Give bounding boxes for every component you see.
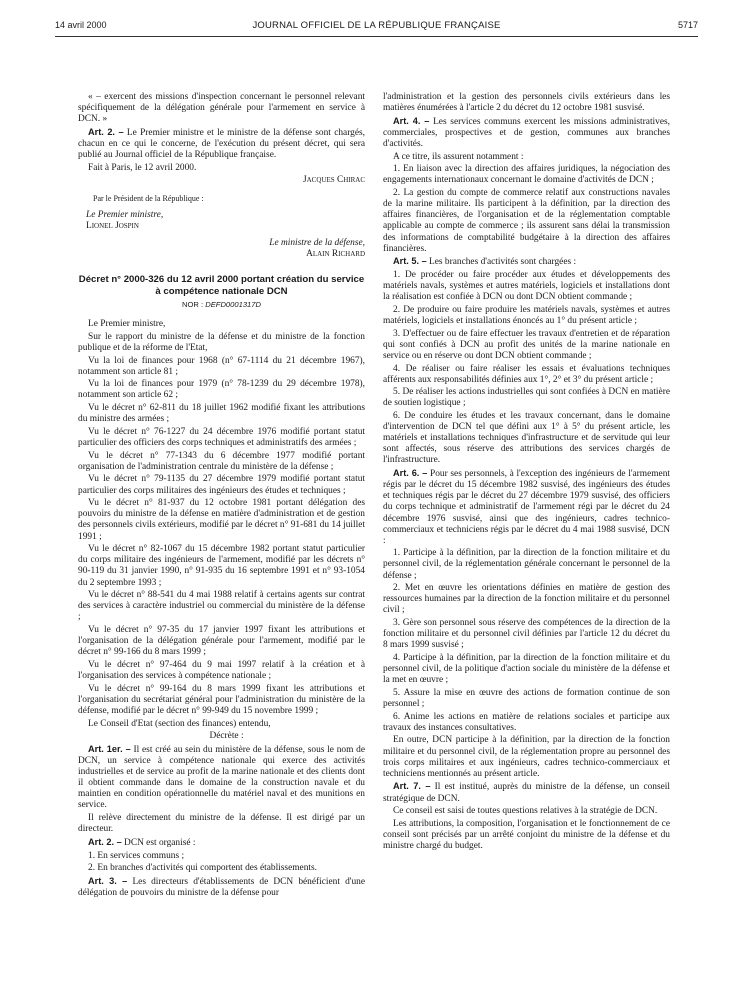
list-item: 2. En branches d'activités qui comportent des établissements. <box>88 863 317 874</box>
paragraph: Vu le décret n° 82-1067 du 15 décembre 1982 portant statut particulier du corps militaire des ingénieurs de l'armement, modifié par les décrets n° 90-119 du 31 janvier 1990, n° 91-935 du 16 septembre 1991 et n° 93-1054 du 2 septembre 1993 ; <box>78 544 365 588</box>
paragraph: Les attributions, la composition, l'organisation et le fonctionnement de ce conseil sont précisés par un arrêté conjoint du ministre de la défense et du ministre chargé du budget. <box>383 818 670 852</box>
paragraph: Vu le décret n° 99-164 du 8 mars 1999 fixant les attributions et l'organisation du secrétariat général pour l'administration du ministère de la défense, modifié par le décret n° 99-949 du 15 novembre 1999 ; <box>78 683 365 716</box>
list-item: 2. La gestion du compte de commerce relatif aux constructions navales de la marine militaire. Ils participent à la définition, par la direction des affaires financières, de l'organisation et de la réglementation comptable applicable au compte de commerce ; ils assurent sans délai la transmission des informations de comptabilité budgétaire à la direction des affaires financières. <box>383 188 670 254</box>
article-label: Art. 2. – <box>88 836 122 847</box>
article-2-paragraph <box>78 127 365 161</box>
paragraph: A ce titre, ils assurent notamment : <box>393 151 524 162</box>
left-column <box>78 92 365 901</box>
paragraph: Vu le décret n° 97-35 du 17 janvier 1997 fixant les attributions et l'organisation de la délégation générale pour l'armement, modifié par le décret n° 99-166 du 8 mars 1999 ; <box>78 625 365 658</box>
pm-name: Lionel Jospin <box>86 220 139 231</box>
paragraph: Vu le décret n° 77-1343 du 6 décembre 1977 modifié portant organisation de l'administration centrale du ministère de la défense ; <box>78 450 365 472</box>
article-text: Les branches d'activités sont chargées : <box>429 257 577 268</box>
article-7-paragraph <box>383 781 670 804</box>
article-5-paragraph <box>383 256 670 268</box>
paragraph: Vu la loi de finances pour 1968 (n° 67-1114 du 21 décembre 1967), notamment son article 81 ; <box>78 355 365 377</box>
list-item: 1. Participe à la définition, par la direction de la fonction militaire et du personnel civil, de la réglementation générale concernant le personnel de la défense ; <box>383 548 670 581</box>
paragraph: Vu la loi de finances pour 1979 (n° 78-1239 du 29 décembre 1978), notamment son article 62 ; <box>78 379 365 401</box>
minister-title: Le ministre de la défense, <box>269 237 365 248</box>
list-item: 5. De réaliser les actions industrielles qui sont confiées à DCN en matière de soutien logistique ; <box>383 387 670 409</box>
header-journal-title: JOURNAL OFFICIEL DE LA RÉPUBLIQUE FRANÇAISE <box>252 20 501 31</box>
nor-label: NOR : <box>182 300 204 309</box>
article-text: Le Premier ministre et le ministre de la défense sont chargés, chacun en ce qui le concerne, de l'exécution du présent décret, qui sera publié au Journal officiel de la République française. <box>78 127 365 161</box>
list-item: 1. De procéder ou faire procéder aux études et développements des matériels navals, systèmes et autres matériels, logiciels et installations dont la réalisation est confiée à DCN ou dont DCN obtient commande ; <box>383 269 670 303</box>
par-le-president: Par le Président de la République : <box>93 193 204 203</box>
paragraph: Le Conseil d'Etat (section des finances) entendu, <box>88 718 271 729</box>
right-column <box>383 92 670 854</box>
place-date: Fait à Paris, le 12 avril 2000. <box>88 162 197 173</box>
paragraph: Vu le décret n° 88-541 du 4 mai 1988 relatif à certains agents sur contrat des services à caractère industriel ou commercial du ministère de la défense ; <box>78 590 365 623</box>
list-item: 4. Participe à la définition, par la direction de la fonction militaire et du personnel civil, de la politique d'action sociale du ministère de la défense et la met en œuvre ; <box>383 653 670 686</box>
minister-name: Alain Richard <box>306 248 365 259</box>
article-text: DCN est organisé : <box>124 837 196 848</box>
list-item: 6. De conduire les études et les travaux concernant, dans le domaine d'intervention de DCN tel que défini aux 1° à 5° du présent article, les matériels et installations techniques d'infrastructure et de servitude qui leur sont affectés, sous réserve des attributions des services chargés de l'infrastructure. <box>383 411 670 466</box>
paragraph: Vu le décret n° 97-464 du 9 mai 1997 relatif à la création et à l'organisation des services à compétence nationale ; <box>78 659 365 682</box>
article-text: Pour ses personnels, à l'exception des ingénieurs de l'armement régis par le décret du 15 décembre 1982 susvisé, des ingénieurs des études et techniques régis par le décret du 27 décembre 1979 susvisé, des officiers du corps technique et administratif de l'armement régi par le décret du 24 décembre 1976 susvisé, ainsi que des ingénieurs, cadres technico-commerciaux et techniciens régis par le décret du 4 mai 1988 susvisé, DCN : <box>383 469 671 546</box>
continued-paragraph: l'administration et la gestion des personnels civils extérieurs dans les matières énumérées à l'article 2 du décret du 12 octobre 1981 susvisé. <box>383 92 670 114</box>
paragraph: Il relève directement du ministre de la défense. Il est dirigé par un directeur. <box>78 813 365 835</box>
list-item: 5. Assure la mise en œuvre des actions de formation continue de son personnel ; <box>383 687 670 709</box>
article-text: Il est institué, auprès du ministre de la défense, un conseil stratégique de DCN. <box>383 782 671 804</box>
article-label: Art. 6. – <box>393 468 428 479</box>
page-header <box>55 17 698 35</box>
article-text: Il est créé au sein du ministère de la défense, sous le nom de DCN, un service à compétence nationale qui exerce des activités industrielles et de service au profit de la marine nationale et des clients dont il obtient commande dans le domaine de la construction navale et du maintien en condition opérationnelle du matériel naval et des munitions en service. <box>78 744 366 811</box>
decree-title: Décret n° 2000-326 du 12 avril 2000 portant création du service à compétence nationale DCN <box>78 274 365 297</box>
list-item: 2. De produire ou faire produire les matériels navals, systèmes et autres matériels, logiciels et installations énoncés au 1° du présent article ; <box>383 304 670 326</box>
article-4-paragraph <box>383 116 670 150</box>
paragraph: Vu le décret n° 81-937 du 12 octobre 1981 portant délégation des pouvoirs du ministre de la défense en matière d'administration et de gestion des personnels civils extérieurs, modifié par le décret n° 91-681 du 14 juillet 1991 ; <box>78 498 365 542</box>
pm-title: Le Premier ministre, <box>86 209 164 220</box>
header-rule <box>55 36 698 37</box>
article-text: Les services communs exercent les missions administratives, commerciales, prospectives et de gestion, communes aux branches d'activités. <box>383 116 670 149</box>
article-label: Art. 3. – <box>88 875 128 886</box>
article-1-paragraph <box>78 744 365 812</box>
nor-code: DEFD0001317D <box>205 300 261 309</box>
list-item: 3. Gère son personnel sous réserve des compétences de la direction de la fonction militaire et du personnel civil définies par l'article 12 du décret du 8 mars 1999 susvisé ; <box>383 618 670 651</box>
article-label: Art. 7. – <box>393 781 431 792</box>
article-label: Art. 2. – <box>88 126 124 137</box>
article-label: Art. 4. – <box>393 115 430 126</box>
list-item: 4. De réaliser ou faire réaliser les essais et évaluations techniques afférents aux responsabilités définies aux 1°, 2° et 3° du présent article ; <box>383 363 670 385</box>
paragraph: Le Premier ministre, <box>88 319 166 330</box>
paragraph: En outre, DCN participe à la définition, par la direction de la fonction militaire et du personnel civil, de la réglementation propre au personnel des trois corps militaires et aux ingénieurs, cadres technico-commerciaux et techniciens mentionnés au présent article. <box>383 735 670 779</box>
decrete: Décrète : <box>209 731 244 742</box>
paragraph: Vu le décret n° 62-811 du 18 juillet 1962 modifié fixant les attributions du ministre des armées ; <box>78 403 365 425</box>
signature-president: Jacques Chirac <box>302 175 365 186</box>
list-item: 6. Anime les actions en matière de relations sociales et participe aux travaux des instances consultatives. <box>383 711 670 733</box>
article-label: Art. 1er. – <box>88 743 131 754</box>
article-6-paragraph <box>383 468 670 547</box>
header-date: 14 avril 2000 <box>55 20 107 30</box>
paragraph: Vu le décret n° 79-1135 du 27 décembre 1979 modifié portant statut particulier des corps militaires des ingénieurs des études et techniques ; <box>78 474 365 496</box>
article-text: Les directeurs d'établissements de DCN bénéficient d'une délégation de pouvoirs du ministre de la défense pour <box>78 876 366 899</box>
header-page-number: 5717 <box>677 20 698 30</box>
article-3-paragraph <box>78 876 365 899</box>
list-item: 3. D'effectuer ou de faire effectuer les travaux d'entretien et de réparation qui sont confiés à DCN au profit des unités de la marine nationale en service ou en réserve ou dont DCN obtient commande ; <box>383 328 670 361</box>
quoted-item: « – exercent des missions d'inspection concernant le personnel relevant spécifiquement de la délégation générale pour l'armement en service à DCN. » <box>78 92 365 125</box>
article-label: Art. 5. – <box>393 256 427 267</box>
article-2b-paragraph <box>78 837 365 849</box>
paragraph: Sur le rapport du ministre de la défense et du ministre de la fonction publique et de la réforme de l'Etat, <box>78 331 365 353</box>
nor-reference <box>78 299 365 310</box>
paragraph: Ce conseil est saisi de toutes questions relatives à la stratégie de DCN. <box>393 806 658 817</box>
list-item: 2. Met en œuvre les orientations définies en matière de gestion des ressources humaines par la direction de la fonction militaire et du personnel civil ; <box>383 583 670 616</box>
paragraph: Vu le décret n° 76-1227 du 24 décembre 1976 modifié portant statut particulier des officiers des corps techniques et administratifs des armées ; <box>78 426 365 448</box>
list-item: 1. En liaison avec la direction des affaires juridiques, la négociation des engagements internationaux concernant le domaine d'activités de DCN ; <box>383 164 670 186</box>
list-item: 1. En services communs ; <box>88 850 185 861</box>
